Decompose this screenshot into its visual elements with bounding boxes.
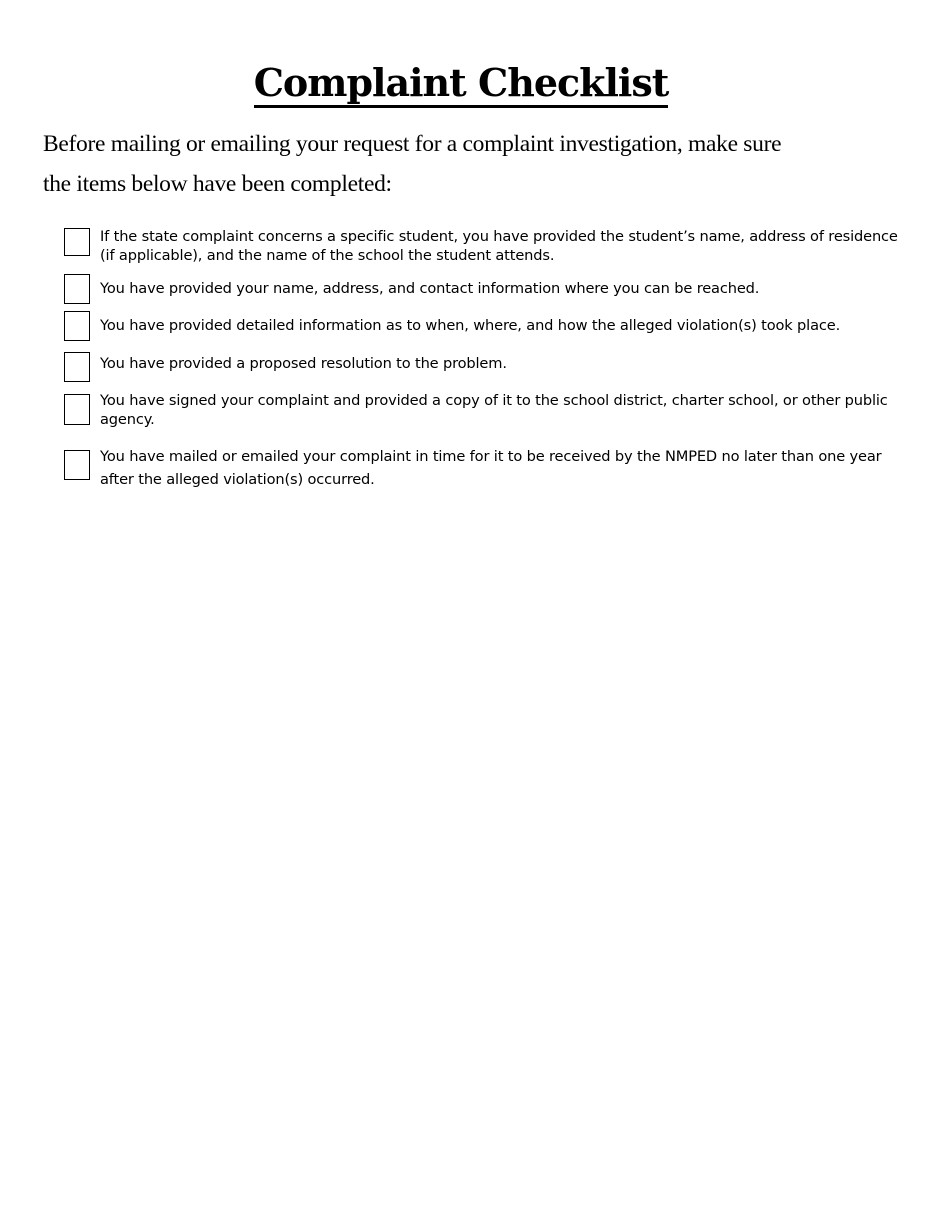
page-title-text: Complaint Checklist xyxy=(254,61,669,108)
intro-line-1: Before mailing or emailing your request for a complaint investigation, make sure xyxy=(43,131,782,157)
checkbox-signed-copy[interactable] xyxy=(64,394,90,425)
checklist-item-text: You have provided detailed information as to when, where, and how the alleged violation(s) took place. xyxy=(100,317,841,334)
checkbox-student-info[interactable] xyxy=(64,228,90,256)
checklist-item-text: You have mailed or emailed your complaint in time for it to be received by the NMPED no later than one year after the alleged violation(s) occurred. xyxy=(100,448,882,488)
checklist-item-text: You have provided a proposed resolution to the problem. xyxy=(100,355,507,372)
checkbox-proposed-resolution[interactable] xyxy=(64,352,90,382)
checklist-item-text: If the state complaint concerns a specific student, you have provided the student’s name, address of residence (if applicable), and the name of the school the student attends. xyxy=(100,228,898,264)
intro-line-2: the items below have been completed: xyxy=(43,171,392,197)
checklist-item-text: You have provided your name, address, and contact information where you can be reached. xyxy=(100,280,760,297)
checkbox-timely-filing[interactable] xyxy=(64,450,90,480)
checkbox-contact-info[interactable] xyxy=(64,274,90,304)
checkbox-violation-details[interactable] xyxy=(64,311,90,341)
checklist xyxy=(64,0,898,520)
checklist-item-text: You have signed your complaint and provided a copy of it to the school district, charter school, or other public agency. xyxy=(100,392,888,428)
